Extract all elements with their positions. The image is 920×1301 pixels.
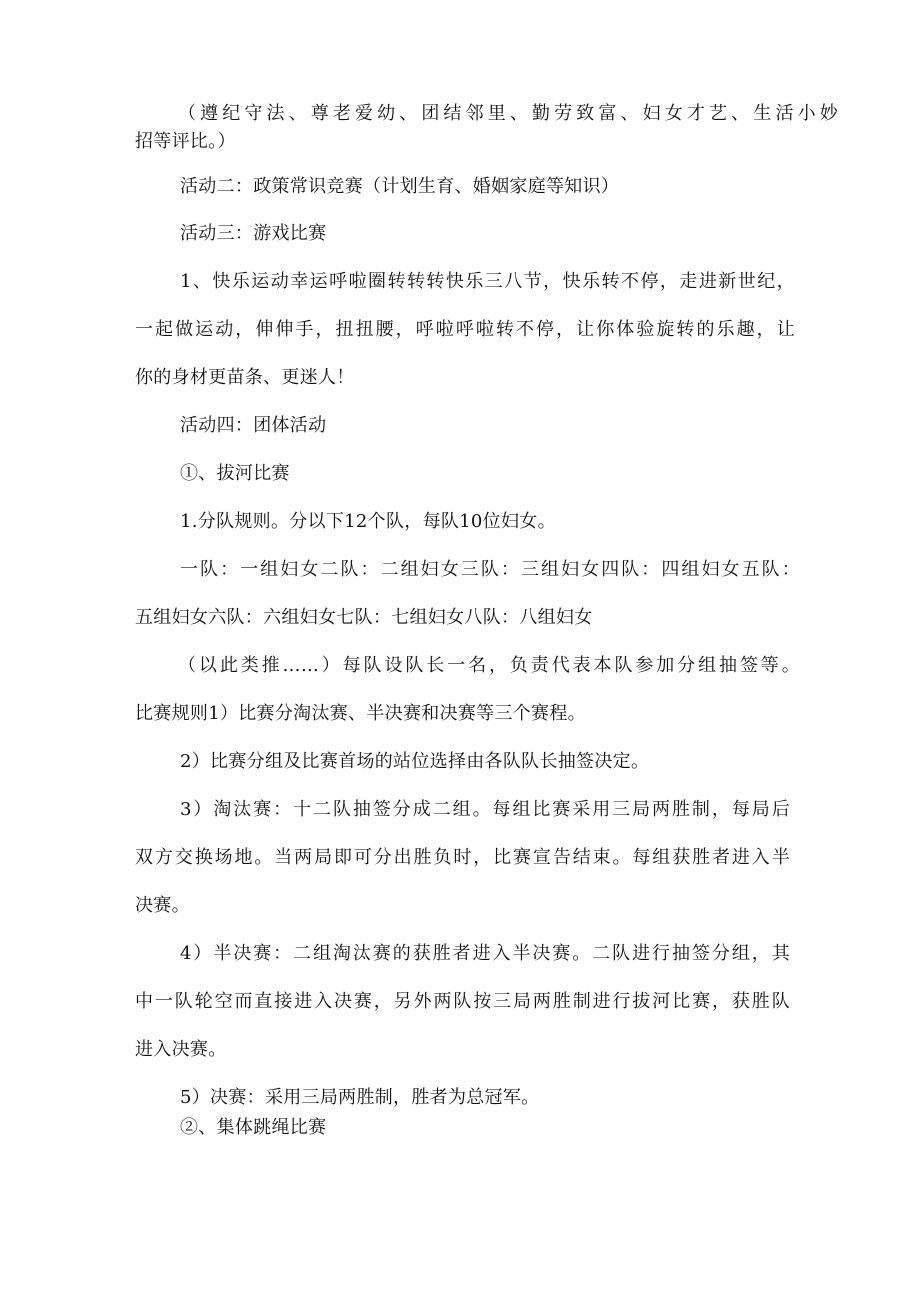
text-line: 活动四：团体活动 <box>180 415 327 436</box>
text-line: （以此类推……）每队设队长一名，负责代表本队参加分组抽签等。 <box>178 655 800 676</box>
text-line: 4）半决赛：二组淘汰赛的获胜者进入半决赛。二队进行抽签分组，其 <box>180 943 790 964</box>
text-line: （遵纪守法、尊老爱幼、团结邻里、勤劳致富、妇女才艺、生活小妙 <box>178 103 838 124</box>
text-line: 比赛规则1）比赛分淘汰赛、半决赛和决赛等三个赛程。 <box>135 703 586 724</box>
text-line: 一队：一组妇女二队：二组妇女三队：三组妇女四队：四组妇女五队： <box>180 559 800 580</box>
text-line: 你的身材更苗条、更迷人！ <box>135 367 355 388</box>
text-line: 1、快乐运动幸运呼啦圈转转转快乐三八节，快乐转不停，走进新世纪， <box>180 271 795 292</box>
text-line: 3）淘汰赛：十二队抽签分成二组。每组比赛采用三局两胜制，每局后 <box>180 799 790 820</box>
text-line: 五组妇女六队：六组妇女七队：七组妇女八队：八组妇女 <box>135 607 593 628</box>
text-line: 2）比赛分组及比赛首场的站位选择由各队队长抽签决定。 <box>180 751 650 772</box>
text-line: ②、集体跳绳比赛 <box>180 1117 327 1138</box>
text-line: 活动三：游戏比赛 <box>180 223 327 244</box>
text-line: 中一队轮空而直接进入决赛，另外两队按三局两胜制进行拔河比赛，获胜队 <box>135 991 790 1012</box>
text-line: 5）决赛：采用三局两胜制，胜者为总冠军。 <box>180 1087 540 1108</box>
text-line: 活动二：政策常识竞赛（计划生育、婚姻家庭等知识） <box>180 176 620 197</box>
text-line: ①、拔河比赛 <box>180 463 290 484</box>
text-line: 进入决赛。 <box>135 1039 227 1060</box>
text-line: 决赛。 <box>135 895 190 916</box>
text-line: 一起做运动，伸伸手，扭扭腰，呼啦呼啦转不停，让你体验旋转的乐趣，让 <box>135 319 795 340</box>
text-line: 双方交换场地。当两局即可分出胜负时，比赛宣告结束。每组获胜者进入半 <box>135 847 790 868</box>
text-line: 1.分队规则。分以下12个队，每队10位妇女。 <box>180 511 556 532</box>
text-line: 招等评比。） <box>135 131 236 152</box>
